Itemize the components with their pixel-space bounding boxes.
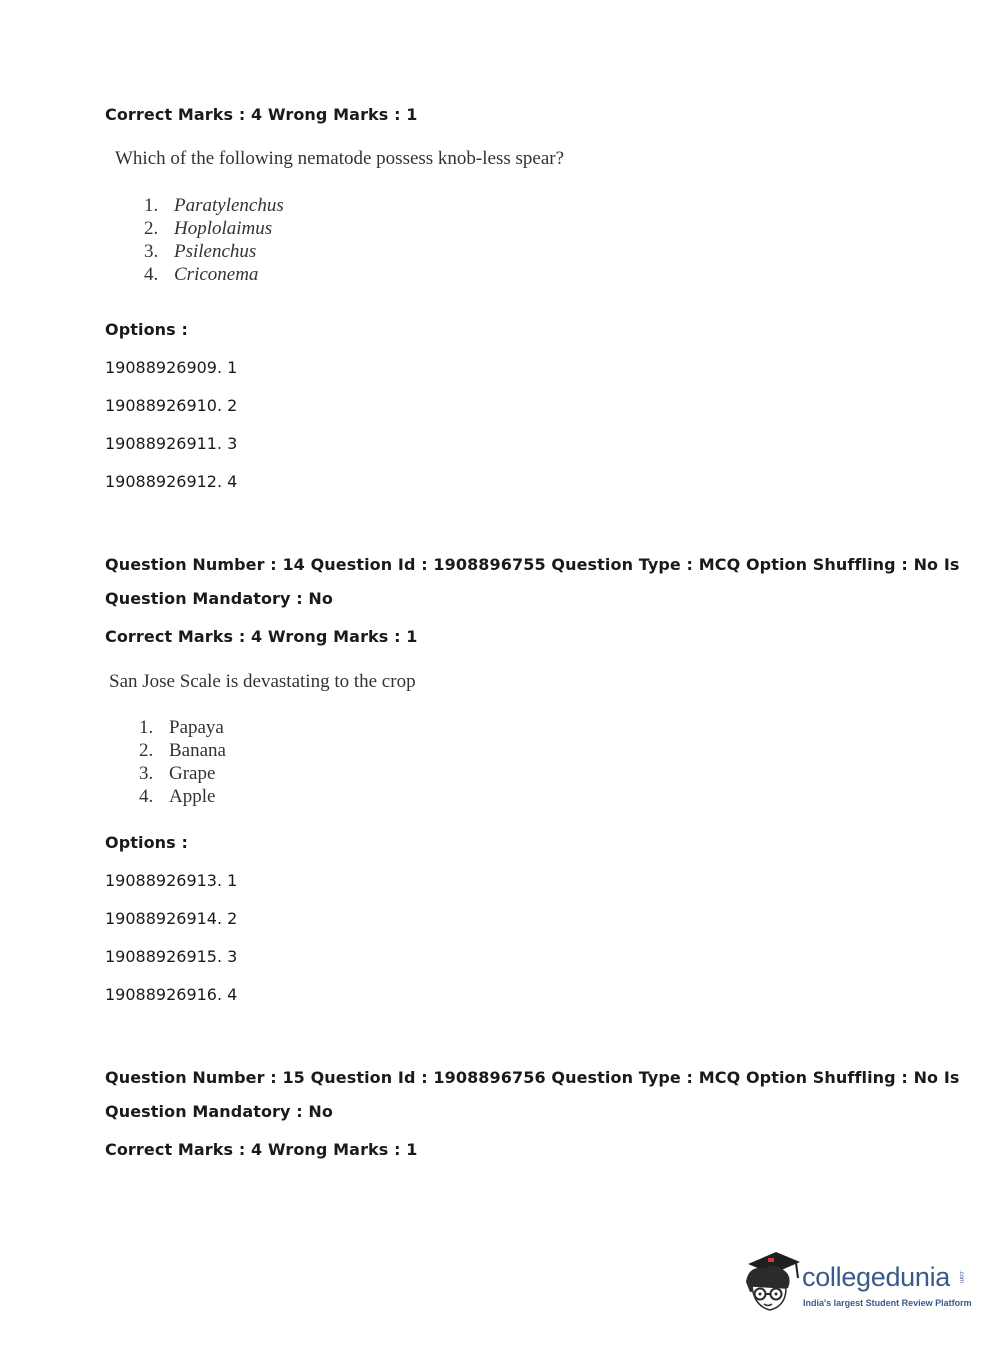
mascot-icon [742, 1248, 802, 1314]
question-header-cont: Question Mandatory : No [105, 589, 333, 608]
answer-item: 1. Papaya [139, 717, 224, 738]
logo-suffix: .com [958, 1270, 964, 1284]
answer-list [139, 717, 226, 809]
option-item: 19088926913. 1 [105, 871, 238, 890]
logo-tagline: India's largest Student Review Platform [803, 1298, 972, 1308]
option-item: 19088926911. 3 [105, 434, 238, 453]
question-header-cont: Question Mandatory : No [105, 1102, 333, 1121]
option-item: 19088926910. 2 [105, 396, 238, 415]
answer-item: 1. Paratylenchus [144, 195, 284, 216]
marks-line: Correct Marks : 4 Wrong Marks : 1 [105, 1140, 418, 1159]
answer-item: 3. Grape [139, 763, 216, 784]
answer-item: 2. Banana [139, 740, 226, 761]
answer-item: 2. Hoplolaimus [144, 218, 273, 239]
marks-line: Correct Marks : 4 Wrong Marks : 1 [105, 105, 418, 124]
collegedunia-logo [742, 1248, 972, 1318]
question-text: Which of the following nematode possess knob-less spear? [115, 148, 565, 169]
option-item: 19088926909. 1 [105, 358, 238, 377]
answer-item: 4. Criconema [144, 264, 259, 285]
logo-name: collegedunia [802, 1262, 951, 1292]
marks-line: Correct Marks : 4 Wrong Marks : 1 [105, 627, 418, 646]
question-header: Question Number : 14 Question Id : 1908896755 Question Type : MCQ Option Shuffling : No Is [105, 555, 960, 574]
answer-item: 4. Apple [139, 786, 216, 807]
question-header: Question Number : 15 Question Id : 1908896756 Question Type : MCQ Option Shuffling : No Is [105, 1068, 960, 1087]
options-label: Options : [105, 320, 188, 339]
question-text: San Jose Scale is devastating to the crop [109, 671, 416, 692]
option-item: 19088926916. 4 [105, 985, 238, 1004]
answer-item: 3. Psilenchus [144, 241, 257, 262]
answer-list [144, 195, 284, 287]
option-item: 19088926912. 4 [105, 472, 238, 491]
option-item: 19088926914. 2 [105, 909, 238, 928]
options-label: Options : [105, 833, 188, 852]
option-item: 19088926915. 3 [105, 947, 238, 966]
